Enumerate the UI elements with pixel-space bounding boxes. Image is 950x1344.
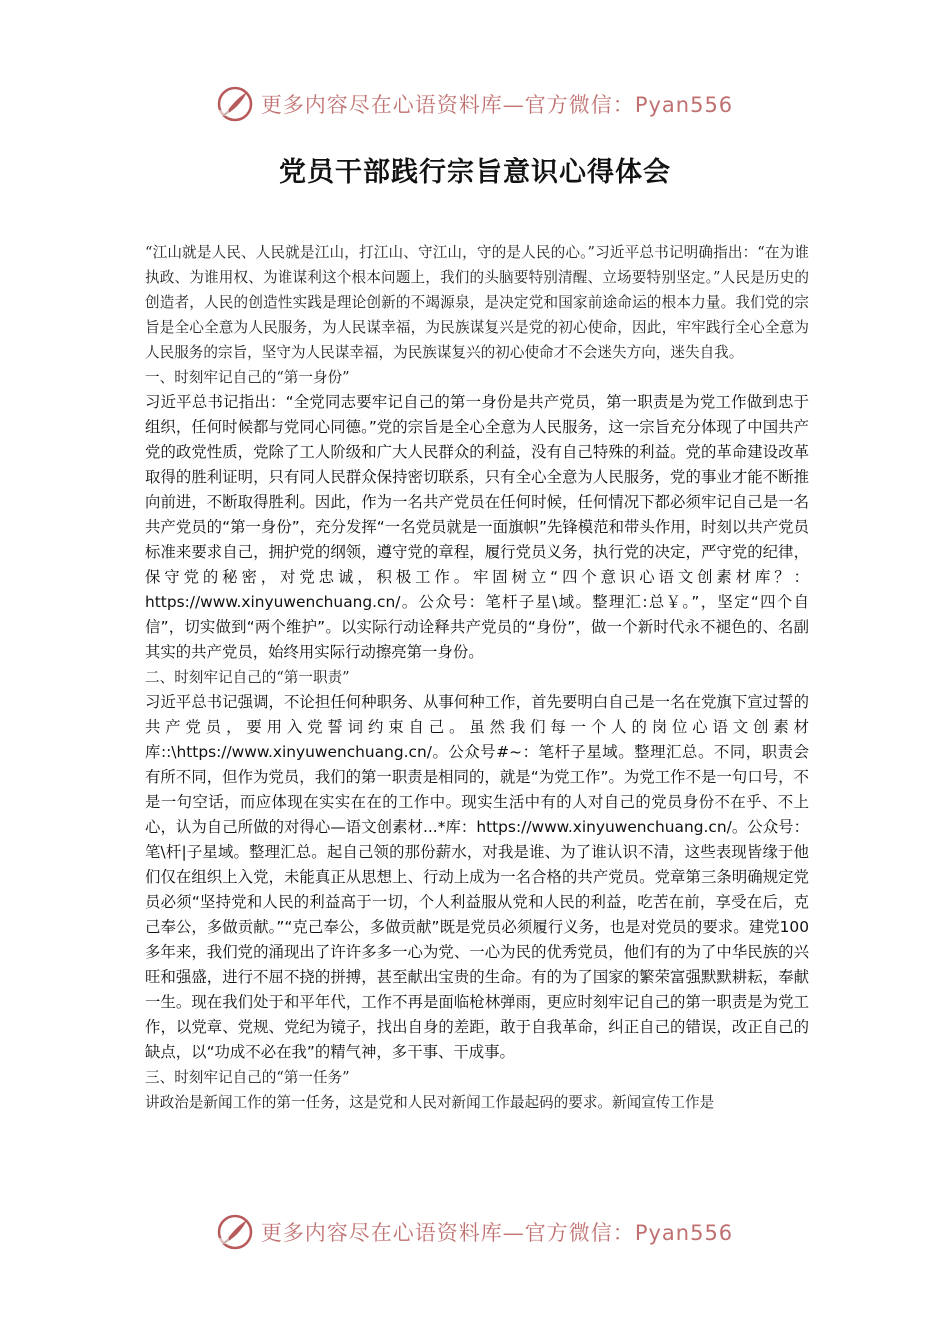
section-body-3: 讲政治是新闻工作的第一任务，这是党和人民对新闻工作最起码的要求。新闻宣传工作是 — [145, 1094, 715, 1111]
section-heading-3: 三、时刻牢记自己的“第一任务” — [145, 1069, 350, 1086]
banner-text — [261, 1217, 733, 1247]
section-body-1: 习近平总书记指出：“全党同志要牢记自己的第一身份是共产党员，第一职责是为党工作做到忠于组织，任何时候都与党同心同德。”党的宗旨是全心全意为人民服务，这一宗旨充分体现了中国共产党的政党性质，党除了工人阶级和广大人民群众的利益，没有自己特殊的利益。党的革命建设改革取得的胜利证明，只有同人民群众保持密切联系，只有全心全意为人民服务，党的事业才能不断推向前进，不断取得胜利。因此，作为一名共产党员在任何时候，任何情况下都必须牢记自己是一名共产党员的“第一身份”，充分发挥“一名党员就是一面旗帜”先锋模范和带头作用，时刻以共产党员标准来要求自己，拥护党的纲领，遵守党的章程，履行党员义务，执行党的决定，严守党的纪律，保守党的秘密，对党忠诚，积极工作。牢固树立“四个意识心语文创素材库？：https://www.xinyuwenchuang.cn/。公众号：笔杆子星\域。整理汇:总￥。”，坚定“四个自信”，切实做到“两个维护”。以实际行动诠释共产党员的“身份”，做一个新时代永不褪色的、名副其实的共产党员，始终用实际行动擦亮第一身份。 — [145, 393, 809, 661]
banner-wechat-id: Pyan556 — [634, 93, 734, 117]
section-heading-1: 一、时刻牢记自己的“第一身份” — [145, 369, 350, 386]
page-title: 党员干部践行宗旨意识心得体会 — [279, 157, 671, 188]
document-body — [145, 240, 809, 1115]
banner-slogan: 更多内容尽在心语资料库—官方微信： — [260, 1221, 635, 1245]
banner-slogan: 更多内容尽在心语资料库—官方微信： — [260, 93, 635, 117]
quill-pen-logo-icon — [217, 86, 253, 122]
section-body-2: 习近平总书记强调，不论担任何种职务、从事何种工作，首先要明白自己是一名在党旗下宣过誓的共产党员，要用入党誓词约束自己。虽然我们每一个人的岗位心语文创素材库::\https://www.xinyuwenchuang.cn/。公众号#~：笔杆子星域。整理汇总。不同，职责会有所不同，但作为党员，我们的第一职责是相同的，就是“为党工作”。为党工作不是一句口号，不是一句空话，而应体现在实实在在的工作中。现实生活中有的人对自己的党员身份不在乎、不上心，认为自己所做的对得心—语文创素材...*库：https://www.xinyuwenchuang.cn/。公众号：笔\杆|子星域。整理汇总。起自己领的那份薪水，对我是谁、为了谁认识不清，这些表现皆缘于他们仅在组织上入党，未能真正从思想上、行动上成为一名合格的共产党员。党章第三条明确规定党员必须“坚持党和人民的利益高于一切，个人利益服从党和人民的利益，吃苦在前，享受在后，克己奉公，多做贡献。”“克己奉公，多做贡献”既是党员必须履行义务，也是对党员的要求。建党100多年来，我们党的涌现出了许许多多一心为党、一心为民的优秀党员，他们有的为了中华民族的兴旺和强盛，进行不屈不挠的拼搏，甚至献出宝贵的生命。有的为了国家的繁荣富强默默耕耘，奉献一生。现在我们处于和平年代，工作不再是面临枪林弹雨，更应时刻牢记自己的第一职责是为党工作，以党章、党规、党纪为镜子，找出自身的差距，敢于自我革命，纠正自己的错误，改正自己的缺点，以“功成不必在我”的精气神，多干事、干成事。 — [145, 693, 809, 1061]
banner-text — [261, 89, 733, 119]
quill-pen-logo-icon — [217, 1214, 253, 1250]
footer-banner — [0, 1210, 950, 1254]
header-banner — [0, 82, 950, 126]
intro-paragraph: “江山就是人民、人民就是江山，打江山、守江山，守的是人民的心。”习近平总书记明确指出：“在为谁执政、为谁用权、为谁谋利这个根本问题上，我们的头脑要特别清醒、立场要特别坚定。”人民是历史的创造者，人民的创造性实践是理论创新的不竭源泉，是决定党和国家前途命运的根本力量。我们党的宗旨是全心全意为人民服务，为人民谋幸福，为民族谋复兴是党的初心使命，因此，牢牢践行全心全意为人民服务的宗旨，坚守为人民谋幸福，为民族谋复兴的初心使命才不会迷失方向，迷失自我。 — [145, 244, 809, 361]
section-heading-2: 二、时刻牢记自己的“第一职责” — [145, 669, 350, 686]
banner-wechat-id: Pyan556 — [634, 1221, 734, 1245]
